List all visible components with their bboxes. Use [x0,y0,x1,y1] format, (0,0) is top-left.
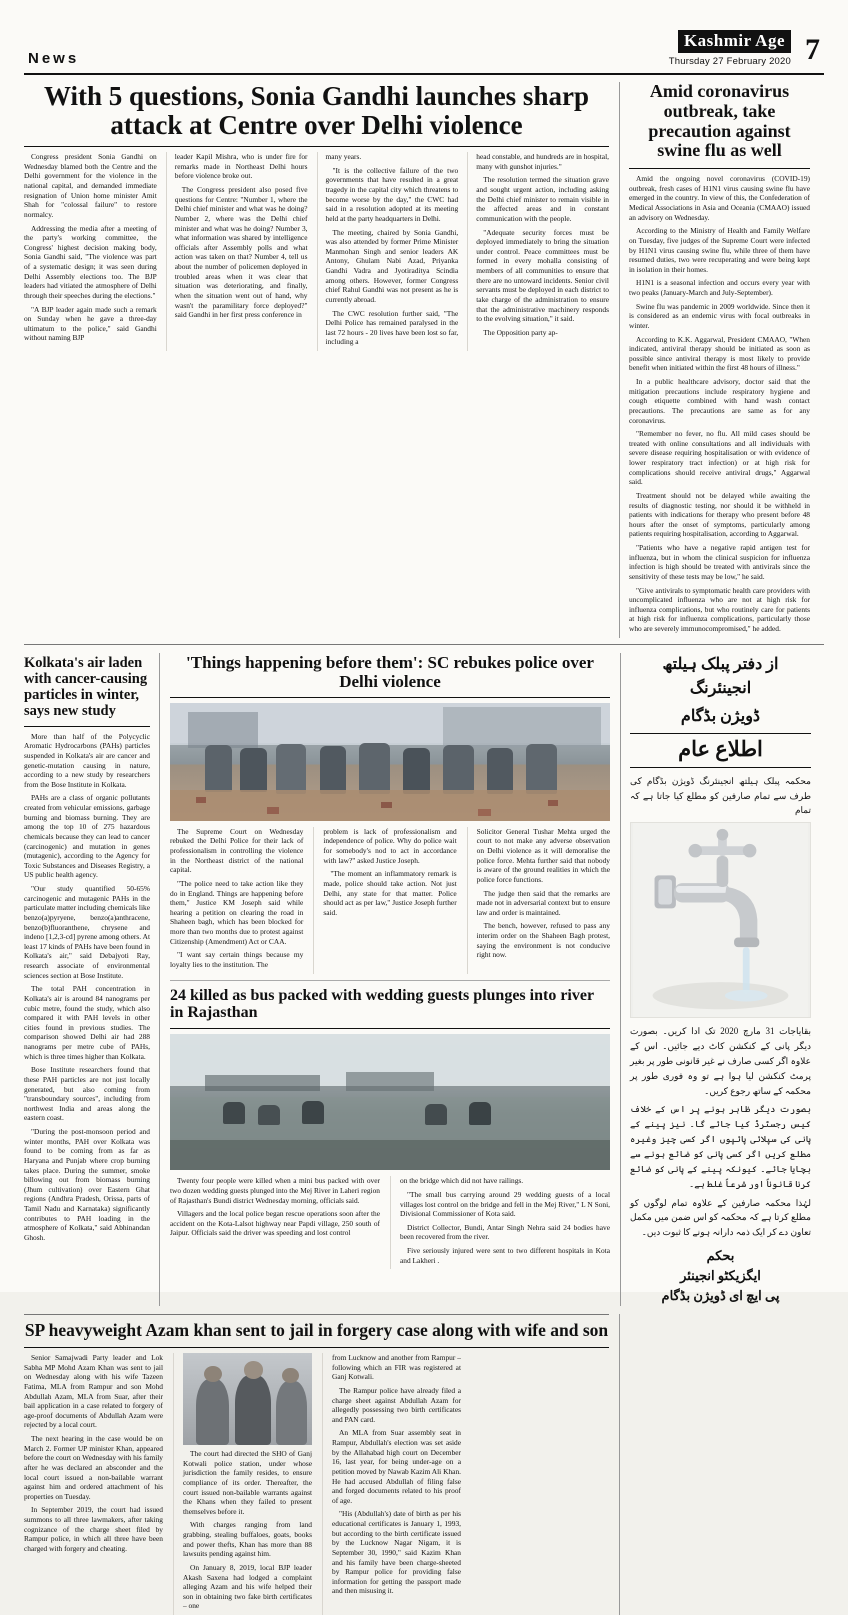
lead-col-3 [317,152,459,351]
divider [629,168,810,169]
delhi-violence-photo [170,703,610,821]
paragraph: Swine flu was pandemic in 2009 worldwide. Since then it is considered as an endemic virus with focal outbreaks in winter. [629,301,810,330]
lead-columns [24,152,609,351]
paragraph: The resolution termed the situation grave and sought urgent action, including asking the Delhi chief minister to remain visible in the affected areas and in constant communication with the people. [476,175,609,223]
paragraph: "The moment an inflammatory remark is made, police should take action. Not just Delhi, any state for that matter. Police should act as per law," Justice Joseph further said. [323,869,457,917]
section-divider [24,644,824,645]
masthead-rule [24,73,824,75]
lead-col-4 [467,152,609,351]
paragraph: The bench, however, refused to pass any interim order on the Shaheen Bagh protest, saying the environment is not conducive right now. [476,921,610,960]
paragraph: On January 8, 2019, local BJP leader Akash Saxena had lodged a complaint alleging Azam and his wife helped their son in obtaining two fake birth certificates – one [183,1562,312,1611]
paragraph: "I want say certain things because my loyalty lies to the institution. The [170,950,304,969]
paragraph: "Give antivirals to symptomatic health care providers with uncomplicated influenza who are not at high risk for influenza complications, but who routinely care for patients at high risk for influenza complications, particularly those who are severely immunocompromised," he added. [629,585,810,634]
paragraph: The Congress president also posed five questions for Centre: "Number 1, where the Delhi chief minister and what was he doing? Number 2, where was the Delhi chief minister and what was he doing? Number 3, what information was shared by intelligence officials after Assembly polls and what action was taken on that? Number 4, tell us about the number of policemen deployed in troubled areas when it was clear that situation was deteriorating, and finally, when the situation went out of hand, why wasn't the paramilitary force deployed?" said Gandhi in her first press conference in [174,185,308,320]
urdu-headline-line2: ڈویژن بڈگام [680,707,761,725]
urdu-sign-line1: بحکم [706,1248,735,1264]
azam-headline: SP heavyweight Azam khan sent to jail in forgery case along with wife and son [24,1320,609,1341]
top-row [24,82,824,638]
paragraph: Amid the ongoing novel coronavirus (COVID-19) outbreak, fresh cases of H1N1 virus causing swine flu have emerged in the country. In view of this, the Confederation of Medical Associations in Asia and Oceania (CMAAO) issued an advisory on Wednesday. [629,174,810,222]
masthead-right [669,30,820,67]
sc-col-3 [467,827,610,974]
sc-headline: 'Things happening before them': SC rebukes police over Delhi violence [186,652,594,691]
bus-columns [170,1176,610,1269]
paragraph: More than half of the Polycyclic Aromatic Hydrocarbons (PAHs) particles suspended in Kolkata's air are cancer and genetic-mutation causing in nature, according to a new study by researchers from the Bose Institute in Kolkata. [24,731,150,789]
azam-col-3 [322,1353,461,1615]
bus-accident-photo [170,1034,610,1170]
paragraph: Senior Samajwadi Party leader and Lok Sabha MP Mohd Azam Khan was sent to jail on Wednesday along with his wife Tazeen Fatima, MLA from Rampur and son Mohd Abdullah Azam, MLA from Suar, after their bail application in a case related to forgery of age-proof documents of Abdullah Azam were rejected by a local court. [24,1353,163,1430]
paragraph: District Collector, Bundi, Antar Singh Nehra said 24 bodies have been recovered from the river. [400,1222,610,1242]
page-number: 7 [805,33,820,66]
divider [170,697,610,698]
water-tap-photo [630,822,811,1018]
azam-khan-photo [183,1353,312,1445]
page-body [0,82,848,1615]
issue-date: Thursday 27 February 2020 [668,56,791,67]
tap-illustration [631,823,810,1017]
paragraph: The meeting, chaired by Sonia Gandhi, was also attended by former Prime Minister Manmohan Singh and senior leaders AK Antony, Ghulam Nabi Azad, Priyanka Gandhi Vadra and Jyotiraditya Scindia among others. However, former Congress chief Rahul Gandhi was not present as he is currently abroad. [325,227,459,304]
paragraph: "Adequate security forces must be deployed immediately to bring the situation under control. Peace committees must be formed in every mohalla consisting of members of all communities to ensure that there are no untoward incidents. Senior civil servants must be deployed in each district to take charge of the administration to ensure that the administrative machinery responds to the evolving situation," it said. [476,227,609,324]
kolkata-story [24,653,160,1307]
bus-col-1 [170,1176,380,1269]
lead-col-1 [24,152,157,351]
lead-col-2 [166,152,308,351]
urdu-banner: اطلاع عام [630,733,811,768]
urdu-paragraph: محکمہ پبلک ہیلتھ انجینئرنگ ڈویژن بڈگام کی طرف سے تمام صارفین کو مطلع کیا جاتا ہے کہ تمام [630,775,811,816]
kolkata-headline: Kolkata's air laden with cancer-causing particles in winter, says new study [24,654,148,720]
paragraph: Five seriously injured were sent to two different hospitals in Kota and Lakheri . [400,1246,610,1265]
divider [24,726,150,727]
urdu-paragraph: بصورت دیگر ظاہر ہونے پر اس کے خلاف کیس رجسٹرڈ کیا جائے گا۔ نیز پینے کے پانی کی سپلائی پائپوں اگر کسی چیز وغیرہ مطلع کریں اگر کسی پانی کو ضائع ہونے سے بچایا جائے۔ کیونکہ پینے کے پانی کو ضائع کرنا قانوناً اور شرعاً غلط ہے۔ [630,1104,811,1189]
urdu-signature [630,1246,811,1306]
paragraph: Addressing the media after a meeting of the party's working committee, the Congress' highest decision making body, Sonia Gandhi said, "The violence was part of a systematic design; it was seen during Delhi Assembly elections too. The BJP leaders had vitiated the atmosphere of Delhi through their speeches during the elections." [24,223,157,300]
paragraph: According to K.K. Aggarwal, President CMAAO, "When indicated, antiviral therapy should be initiated as soon as possible since antiviral therapy is most likely to provide benefit when initiated within the first 48 hours of illness." [629,334,810,373]
paragraph: The Supreme Court on Wednesday rebuked the Delhi Police for their lack of professionalism in controlling the violence in the Northeast district of the national capital. [170,826,304,875]
paragraph: The total PAH concentration in Kolkata's air is around 84 nanograms per cubic metre, found the study, which also compared it with PAH levels in other cities found in previous studies. The comparison showed Delhi air had 288 nanograms per metre cube of PAHs, which is three times higher than Kolkata. [24,984,150,1061]
paragraph: "The small bus carrying around 29 wedding guests of a local villages lost control on the bridge and fell in the Mej River," L N Soni, Divisional Commissioner of Kota said. [400,1189,610,1219]
paragraph: Bose Institute researchers found that these PAH particles are not just locally generated, but also coming from "transboundary sources", including from northwest India and areas along the eastern coast. [24,1065,150,1123]
paragraph: H1N1 is a seasonal infection and occurs every year with two peaks (January-March and July-September). [629,278,810,298]
bus-headline: 24 killed as bus packed with wedding guests plunges into river in Rajasthan [170,986,594,1022]
divider [170,1028,610,1029]
paragraph: "His (Abdullah's) date of birth as per his educational certificates is January 1, 1993, but according to the birth certificate issued by the Lucknow Nagar Nigam, it is September 30, 1990," said Kazim Khan and his family have been charge-sheeted by Rampur police for providing false information for getting the passport made and then misusing it. [332,1509,461,1596]
sc-col-1 [170,827,303,974]
paragraph: The CWC resolution further said, "The Delhi Police has remained paralysed in the last 72 hours - 20 lives have been lost so far, including a [325,308,459,347]
section-divider [24,1314,609,1315]
bottom-row [24,1314,824,1615]
paragraph: many years. [325,152,362,162]
urdu-paragraph: لہٰذا محکمہ صارفین کے علاوہ تمام لوگوں کو مطلع کرتا ہے کہ محکمہ کو اس ضمن میں مکمل تعاون دے کر ایک ذمہ دارانہ ہونے کا ثبوت دیں۔ [630,1197,811,1238]
corona-headline: Amid coronavirus outbreak, take precaution against swine flu as well [648,81,791,161]
bus-story [170,987,610,1270]
masthead [0,0,848,73]
sc-col-2 [313,827,456,974]
paragraph: problem is lack of professionalism and independence of police. Why do police wait for somebody's nod to act in accordance with law?" asked Justice Joseph. [323,826,457,865]
paragraph: With charges ranging from land grabbing, stealing buffaloes, goats, books and power thefts, Khan has more than 88 lawsuits pending against him. [183,1520,312,1559]
azam-col-2 [173,1353,312,1615]
paragraph: "Remember no fever, no flu. All mild cases should be treated with online consultations and all individuals with severe disease requiring hospitalisation or with evidence of lower respiratory tract infection) or at high risk for complications should receive antiviral drugs," Aggarwal said. [629,429,810,487]
paragraph: An MLA from Suar assembly seat in Rampur, Abdullah's election was set aside by the Allahabad high court on December 16, last year, for being under-age on a petition moved by Nawab Kazim Ali Khan. He had accused Abdullah of filing false and forged documents related to his proof of age. [332,1428,461,1505]
paragraph: The judge then said that the remarks are made not in adversarial context but to ensure law and order is maintained. [476,888,610,917]
divider [170,980,610,981]
paragraph: on the bridge which did not have railings. [400,1176,524,1186]
paragraph: In September 2019, the court had issued summons to all three lawmakers, after taking cognizance of the charge sheet filed by Rampur police, in which all three have been charged with forgery and cheating. [24,1505,163,1553]
corona-story [619,82,810,638]
paragraph: Solicitor General Tushar Mehta urged the court to not make any adverse observation on Delhi violence as it will demoralise the police force. Mehta further said that nobody is aware of the ground realities in which the police force functions. [476,826,610,884]
paragraph: PAHs are a class of organic pollutants created from vehicular emissions, garbage burning and biomass burning. They are among the top 10 of 275 hazardous chemicals because they can lead to cancer (carcinogenic) and mutation in genes (mutagenic), according to the Agency for Toxic Substances and Diseases Registry, a US public health agency. [24,793,150,880]
urdu-advertisement [620,653,811,1307]
paragraph: Twenty four people were killed when a mini bus packed with over two dozen wedding guests plunged into the Mej River in Laheri region of Rajasthan's Bundi district Wednesday morning, officials said. [170,1176,380,1205]
urdu-paragraph: بقایاجات 31 مارچ 2020 تک ادا کریں۔ بصورت دیگر پانی کے کنکشن کاٹ دیے جائیں۔ اس کے علاوہ اگر کسی صارف نے غیر قانونی طور پر بغیر پرمٹ کنکشن لیا ہوا ہے تو وہ فوری طور پر محکمہ کے ساتھ رجوع کریں۔ [630,1026,812,1096]
lead-story [24,82,609,638]
newspaper-logo [669,30,791,67]
paragraph: "The police need to take action like they do in England. Things are happening before them," Justice KM Joseph said while hearing a petition on clearing the road in Shaheen bagh, which has been blocked for more than two months due to protest against Citizenship (Amendment) Act or CAA. [170,878,304,946]
bottom-right-spacer [619,1314,810,1615]
paragraph: leader Kapil Mishra, who is under fire for remarks made in Northeast Delhi hours before violence broke out. [174,152,308,181]
divider [24,146,609,147]
logo-text: Kashmir Age [678,30,791,53]
paragraph: Villagers and the local police began rescue operations soon after the accident on the Kota-Lalsot highway near Papdi village, 250 south of Jaipur. Officials said the driver was speeding and lost control [170,1209,380,1238]
urdu-sign-line3: پی ایچ ای ڈویژن بڈگام [661,1288,780,1304]
sc-columns [170,827,610,974]
paragraph: "During the post-monsoon period and winter months, PAH over Kolkata was found to be coming from as far as Haryana and Punjab where crop burning takes place. During the summer, smoke billowing out from biomass burning (Jhum cultivation) over Eastern Ghat regions (Andhra Pradesh, Orissa, parts of Tamil Nadu and Karnataka) significantly contributes to PAH loading in the atmosphere of Kolkata," said Abhinandan Ghosh. [24,1127,150,1242]
paragraph: The next hearing in the case would be on March 2. Former UP minister Khan, appeared before the court on Wednesday with his family after he was declared an absconder and the local court issued a non-bailable warrant against him and ordered attachment of his properties on Tuesday. [24,1434,163,1501]
paragraph: from Lucknow and another from Rampur – following which an FIR was registered at Ganj Kotwali. [332,1353,461,1382]
paragraph: "A BJP leader again made such a remark on Sunday when he gave a three-day ultimatum to the police," said Gandhi without naming BJP [24,304,157,343]
mid-row [24,653,824,1307]
azam-story [24,1314,609,1615]
bus-col-2 [390,1176,610,1269]
paragraph: Congress president Sonia Gandhi on Wednesday blamed both the Centre and the Delhi government for the violence in the national capital, and demanded immediate resignation of Union home minister Amit Shah for "colossal failure" to restore normalcy. [24,152,157,219]
urdu-headline-line1: از دفتر پبلک ہیلتھ انجینئرنگ [662,655,779,697]
paragraph: Treatment should not be delayed while awaiting the results of diagnostic testing, nor should it be withheld in patients with indications for therapy who present before 48 hours after the onset of symptoms, particularly among patients requiring hospitalisation, according to Aggarwal. [629,490,810,539]
paragraph: "Our study quantified 50-65% carcinogenic and mutagenic PAHs in the particulate matter including chemicals like benzo(a)pyryene, benzo(a)anthracene, benzo(b)fluoranthene, chrysene and indeno [1,2,3-cd] pyrene among others. At least 17 kinds of PAHs have been found in Kolkata's air," said Debajyoti Ray, research associate of environmental sciences section at Bose Institute. [24,884,151,980]
paragraph: "It is the collective failure of the two governments that have resulted in a great tragedy in the capital city which threatens to become worse by the day," the CWC had said in a resolution adopted at its meeting held at the party headquarters in Delhi. [325,165,459,223]
paragraph: According to the Ministry of Health and Family Welfare on Tuesday, five judges of the Supreme Court were infected by H1N1 virus causing swine flu, while three of them have resumed duties, two were recuperating and were being kept in isolation in their homes. [629,226,810,274]
sc-delhi-story [170,653,610,974]
azam-col-1 [24,1353,163,1615]
section-label: News [28,50,80,67]
paragraph: head constable, and hundreds are in hospital, many with gunshot injuries." [476,152,609,171]
divider [24,1347,609,1348]
paragraph: The Rampur police have already filed a charge sheet against Abdullah Azam for allegedly possessing two birth certificates and PAN card. [332,1385,461,1424]
paragraph: The court had directed the SHO of Ganj Kotwali police station, under whose jurisdiction the family resides, to ensure compliance of its order. Thereafter, the court issued non-bailable warrants against the Khans when they failed to present themselves before it. [183,1449,312,1516]
urdu-sign-line2: ایگزیکٹو انجینئر [680,1268,761,1284]
paragraph: "Patients who have a negative rapid antigen test for influenza, but in whom the clinical suspicion for influenza infection is high should be treated with antivirals since the sensitivity of these tests may be low," he said. [629,543,810,581]
paragraph: The Opposition party ap- [483,327,558,337]
azam-columns [24,1353,609,1615]
lead-headline: With 5 questions, Sonia Gandhi launches sharp attack at Centre over Delhi violence [44,81,589,140]
mid-center [170,653,610,1307]
paragraph: In a public healthcare advisory, doctor said that the mitigation precautions include respiratory hygiene and cough etiquette combined with hand wash contact precautions. The precautions are same as for any coronavirus. [629,377,810,425]
